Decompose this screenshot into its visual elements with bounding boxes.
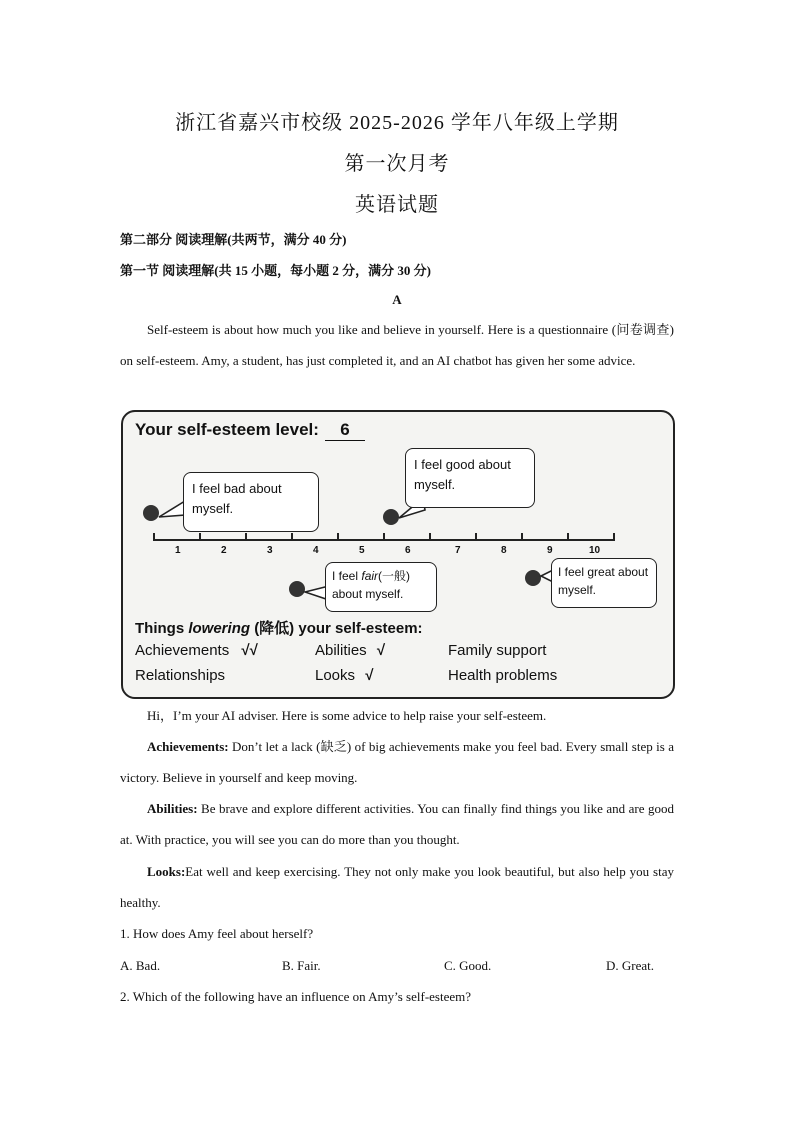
scale-tick [475, 533, 477, 541]
item-family-support: Family support [448, 642, 547, 659]
tick-label-6: 6 [405, 545, 411, 556]
bubble-bad: I feel bad about myself. [183, 472, 319, 532]
lowering-heading: Things lowering (降低) your self-esteem: [135, 620, 423, 637]
bubble-fair: I feel fair(一般) about myself. [325, 562, 437, 612]
tick-label-5: 5 [359, 545, 365, 556]
item-achievements: Achievements √√ [135, 642, 258, 659]
self-esteem-figure [121, 410, 675, 699]
tick-label-9: 9 [547, 545, 553, 556]
level-label: Your self-esteem level: [135, 420, 319, 439]
passage-letter: A [392, 292, 402, 307]
item-abilities: Abilities √ [315, 642, 386, 659]
bubble-good: I feel good about myself. [405, 448, 535, 508]
scale-tick [613, 533, 615, 541]
tick-label-4: 4 [313, 545, 319, 556]
q1-option-d[interactable]: D. Great. [606, 958, 655, 973]
check-mark-icon: √√ [241, 642, 258, 659]
item-looks: Looks √ [315, 667, 374, 684]
question-1: 1. How does Amy feel about herself? [120, 926, 314, 941]
intro-paragraph [120, 314, 674, 376]
doc-title-line3: 英语试题 [355, 194, 439, 216]
scale-tick [383, 533, 385, 541]
tick-label-2: 2 [221, 545, 227, 556]
item-relationships: Relationships [135, 667, 226, 684]
doc-title-line2: 第一次月考 [344, 153, 450, 175]
item-health-problems: Health problems [448, 667, 558, 684]
advice-greeting: Hi，I’m your AI adviser. Here is some advice to help raise your self-esteem. [147, 708, 547, 723]
level-value: 6 [325, 420, 365, 441]
section-heading: 第一节 阅读理解(共 15 小题，每小题 2 分，满分 30 分) [120, 263, 431, 278]
check-mark-icon: √ [376, 642, 386, 659]
advice-looks: Looks:Eat well and keep exercising. They not only make you look beautiful, but also help you stay healthy. [120, 864, 674, 910]
check-mark-icon: √ [365, 667, 374, 684]
scale-tick [429, 533, 431, 541]
advice-abilities: Abilities: Be brave and explore different activities. You can finally find things you like and are good at. With practice, you will see you can do more than you thought. [120, 801, 674, 847]
tick-label-1: 1 [175, 545, 181, 556]
doc-title-line1: 浙江省嘉兴市校级 2025-2026 学年八年级上学期 [175, 112, 619, 134]
scale-tick [521, 533, 523, 541]
scale-tick [337, 533, 339, 541]
question-2: 2. Which of the following have an influence on Amy’s self-esteem? [120, 989, 472, 1004]
tick-label-8: 8 [501, 545, 507, 556]
scale-tick [245, 533, 247, 541]
bubble-great: I feel great about myself. [551, 558, 657, 608]
scale-tick [291, 533, 293, 541]
part-heading: 第二部分 阅读理解(共两节，满分 40 分) [120, 232, 347, 247]
tick-label-3: 3 [267, 545, 273, 556]
q1-option-a[interactable]: A. Bad. [120, 958, 161, 973]
scale-tick [567, 533, 569, 541]
tick-label-7: 7 [455, 545, 461, 556]
q1-option-c[interactable]: C. Good. [444, 958, 492, 973]
scale-tick [199, 533, 201, 541]
level-row [135, 420, 365, 441]
advice-achievements: Achievements: Don’t let a lack (缺乏) of big achievements make you feel bad. Every small step is a victory. Believe in yourself and keep moving. [120, 739, 674, 785]
q1-option-b[interactable]: B. Fair. [282, 958, 321, 973]
scale-tick [153, 533, 155, 541]
tick-label-10: 10 [589, 545, 601, 556]
intro-text: Self-esteem is about how much you like and believe in yourself. Here is a questionnaire (问卷调查) on self-esteem. Amy, a student, has just completed it, and an AI chatbot has given her some advice. [120, 322, 674, 368]
